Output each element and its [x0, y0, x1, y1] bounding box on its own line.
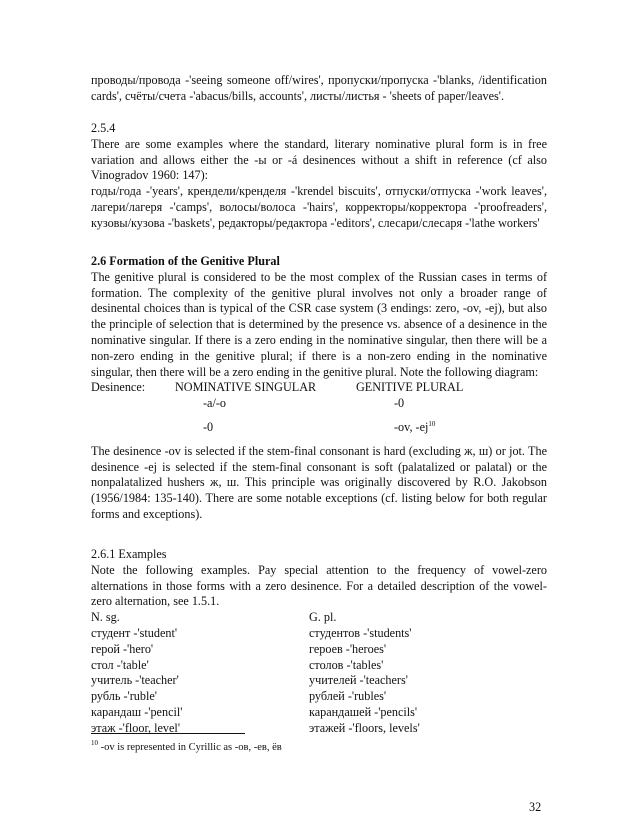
examples-header-row [91, 610, 547, 626]
section-2-6-1 [91, 547, 547, 737]
example-nsg: стол -'table' [91, 657, 149, 672]
example-nsg: карандаш -'pencil' [91, 704, 183, 719]
example-gpl: учителей -'teachers' [309, 673, 408, 688]
example-gpl: рублей -'rubles' [309, 689, 387, 704]
example-row [91, 658, 547, 674]
example-row [91, 626, 547, 642]
diagram-header-row [91, 380, 547, 396]
example-row [91, 721, 547, 737]
selection-paragraph: The desinence -ov is selected if the stem-final consonant is hard (excluding ж, ш) or jot. The desinence -ej is selected if the stem-final consonant is soft (palatalized or palatal) or the nonpalatalized hushers ж, ш. This principle was originally discovered by R.O. Jakobson (1956/1984: 135-140). There are some notable exceptions (cf. listing below for both regular forms and exceptions). [91, 443, 547, 521]
intro-paragraph: проводы/провода -'seeing someone off/wires', пропуски/пропуска -'blanks, /identification cards', счёты/счета -'abacus/bills, accounts', листы/листья - 'sheets of paper/leaves'. [91, 73, 547, 103]
section-heading: 2.6 Formation of the Genitive Plural [91, 254, 280, 268]
section-2-5-4 [91, 121, 547, 232]
section-heading: 2.6.1 Examples [91, 547, 167, 561]
example-nsg: этаж -'floor, level' [91, 720, 181, 735]
section-body: There are some examples where the standard, literary nominative plural form is in free variation and allows either the -ы or -á desinences without a shift in reference (cf also Vinogradov 1960: 147): [91, 136, 547, 183]
footnote-divider [91, 733, 245, 734]
example-gpl: карандашей -'pencils' [309, 704, 418, 719]
example-row [91, 673, 547, 689]
diagram-row [91, 420, 547, 436]
example-row [91, 705, 547, 721]
example-gpl: этажей -'floors, levels' [309, 720, 420, 735]
footnote-reference: 10 [428, 419, 436, 428]
diagram-gen-value [394, 420, 435, 436]
diagram-col-nominative: NOMINATIVE SINGULAR [175, 380, 317, 395]
section-2-6 [91, 254, 547, 523]
diagram-label: Desinence: [91, 380, 146, 395]
section-number: 2.5.4 [91, 121, 116, 135]
footnote-marker: 10 [91, 739, 98, 747]
section-body: Note the following examples. Pay special attention to the frequency of vowel-zero alternations in those forms with a zero desinence. For a detailed description of the vowel-zero alternation, see 1.5.1. [91, 562, 547, 609]
desinence-diagram [91, 380, 547, 443]
example-gpl: столов -'tables' [309, 657, 384, 672]
diagram-nom-value: -0 [203, 419, 214, 434]
col-nsg-header: N. sg. [91, 610, 120, 625]
footnote-text: -ov is represented in Cyrillic as -ов, -ев, ёв [100, 742, 282, 753]
section-body: The genitive plural is considered to be the most complex of the Russian cases in terms of formation. The complexity of the genitive plural involves not only a broader range of desinental choices than is typical of the CSR case system (3 endings: zero, -ov, -ej), but also the principle of selection that is determined by the presence vs. absence of a desinence in the nominative singular. If there is a zero ending in the nominative singular, then there will be a non-zero ending in the genitive plural; if there is a non-zero ending in the nominative singular, then there will be a zero ending in the genitive plural. Note the following diagram: [91, 269, 547, 379]
example-gpl: героев -'heroes' [309, 641, 387, 656]
footnote [91, 741, 547, 754]
intro-block [91, 73, 547, 105]
col-gpl-header: G. pl. [309, 610, 337, 625]
diagram-col-genitive: GENITIVE PLURAL [356, 380, 464, 395]
examples-paragraph: годы/года -'years', крендели/кренделя -'krendel biscuits', отпуски/отпуска -'work leaves', лагери/лагеря -'camps', волосы/волоса -'hairs', корректоры/корректора -'proofreaders', кузовы/кузова -'baskets', редакторы/редактора -'editors', слесари/слесаря -'lathe workers' [91, 184, 547, 230]
example-nsg: герой -'hero' [91, 641, 154, 656]
example-nsg: учитель -'teacher' [91, 673, 179, 688]
example-nsg: студент -'student' [91, 625, 178, 640]
diagram-row [91, 396, 547, 412]
examples-table [91, 610, 547, 736]
example-row [91, 642, 547, 658]
diagram-nom-value: -a/-o [203, 396, 227, 411]
example-row [91, 689, 547, 705]
example-gpl: студентов -'students' [309, 625, 412, 640]
diagram-gen-text: -ov, -ej [394, 419, 429, 434]
page-number: 32 [529, 800, 542, 814]
example-nsg: рубль -'ruble' [91, 689, 157, 704]
diagram-gen-value: -0 [394, 396, 405, 411]
